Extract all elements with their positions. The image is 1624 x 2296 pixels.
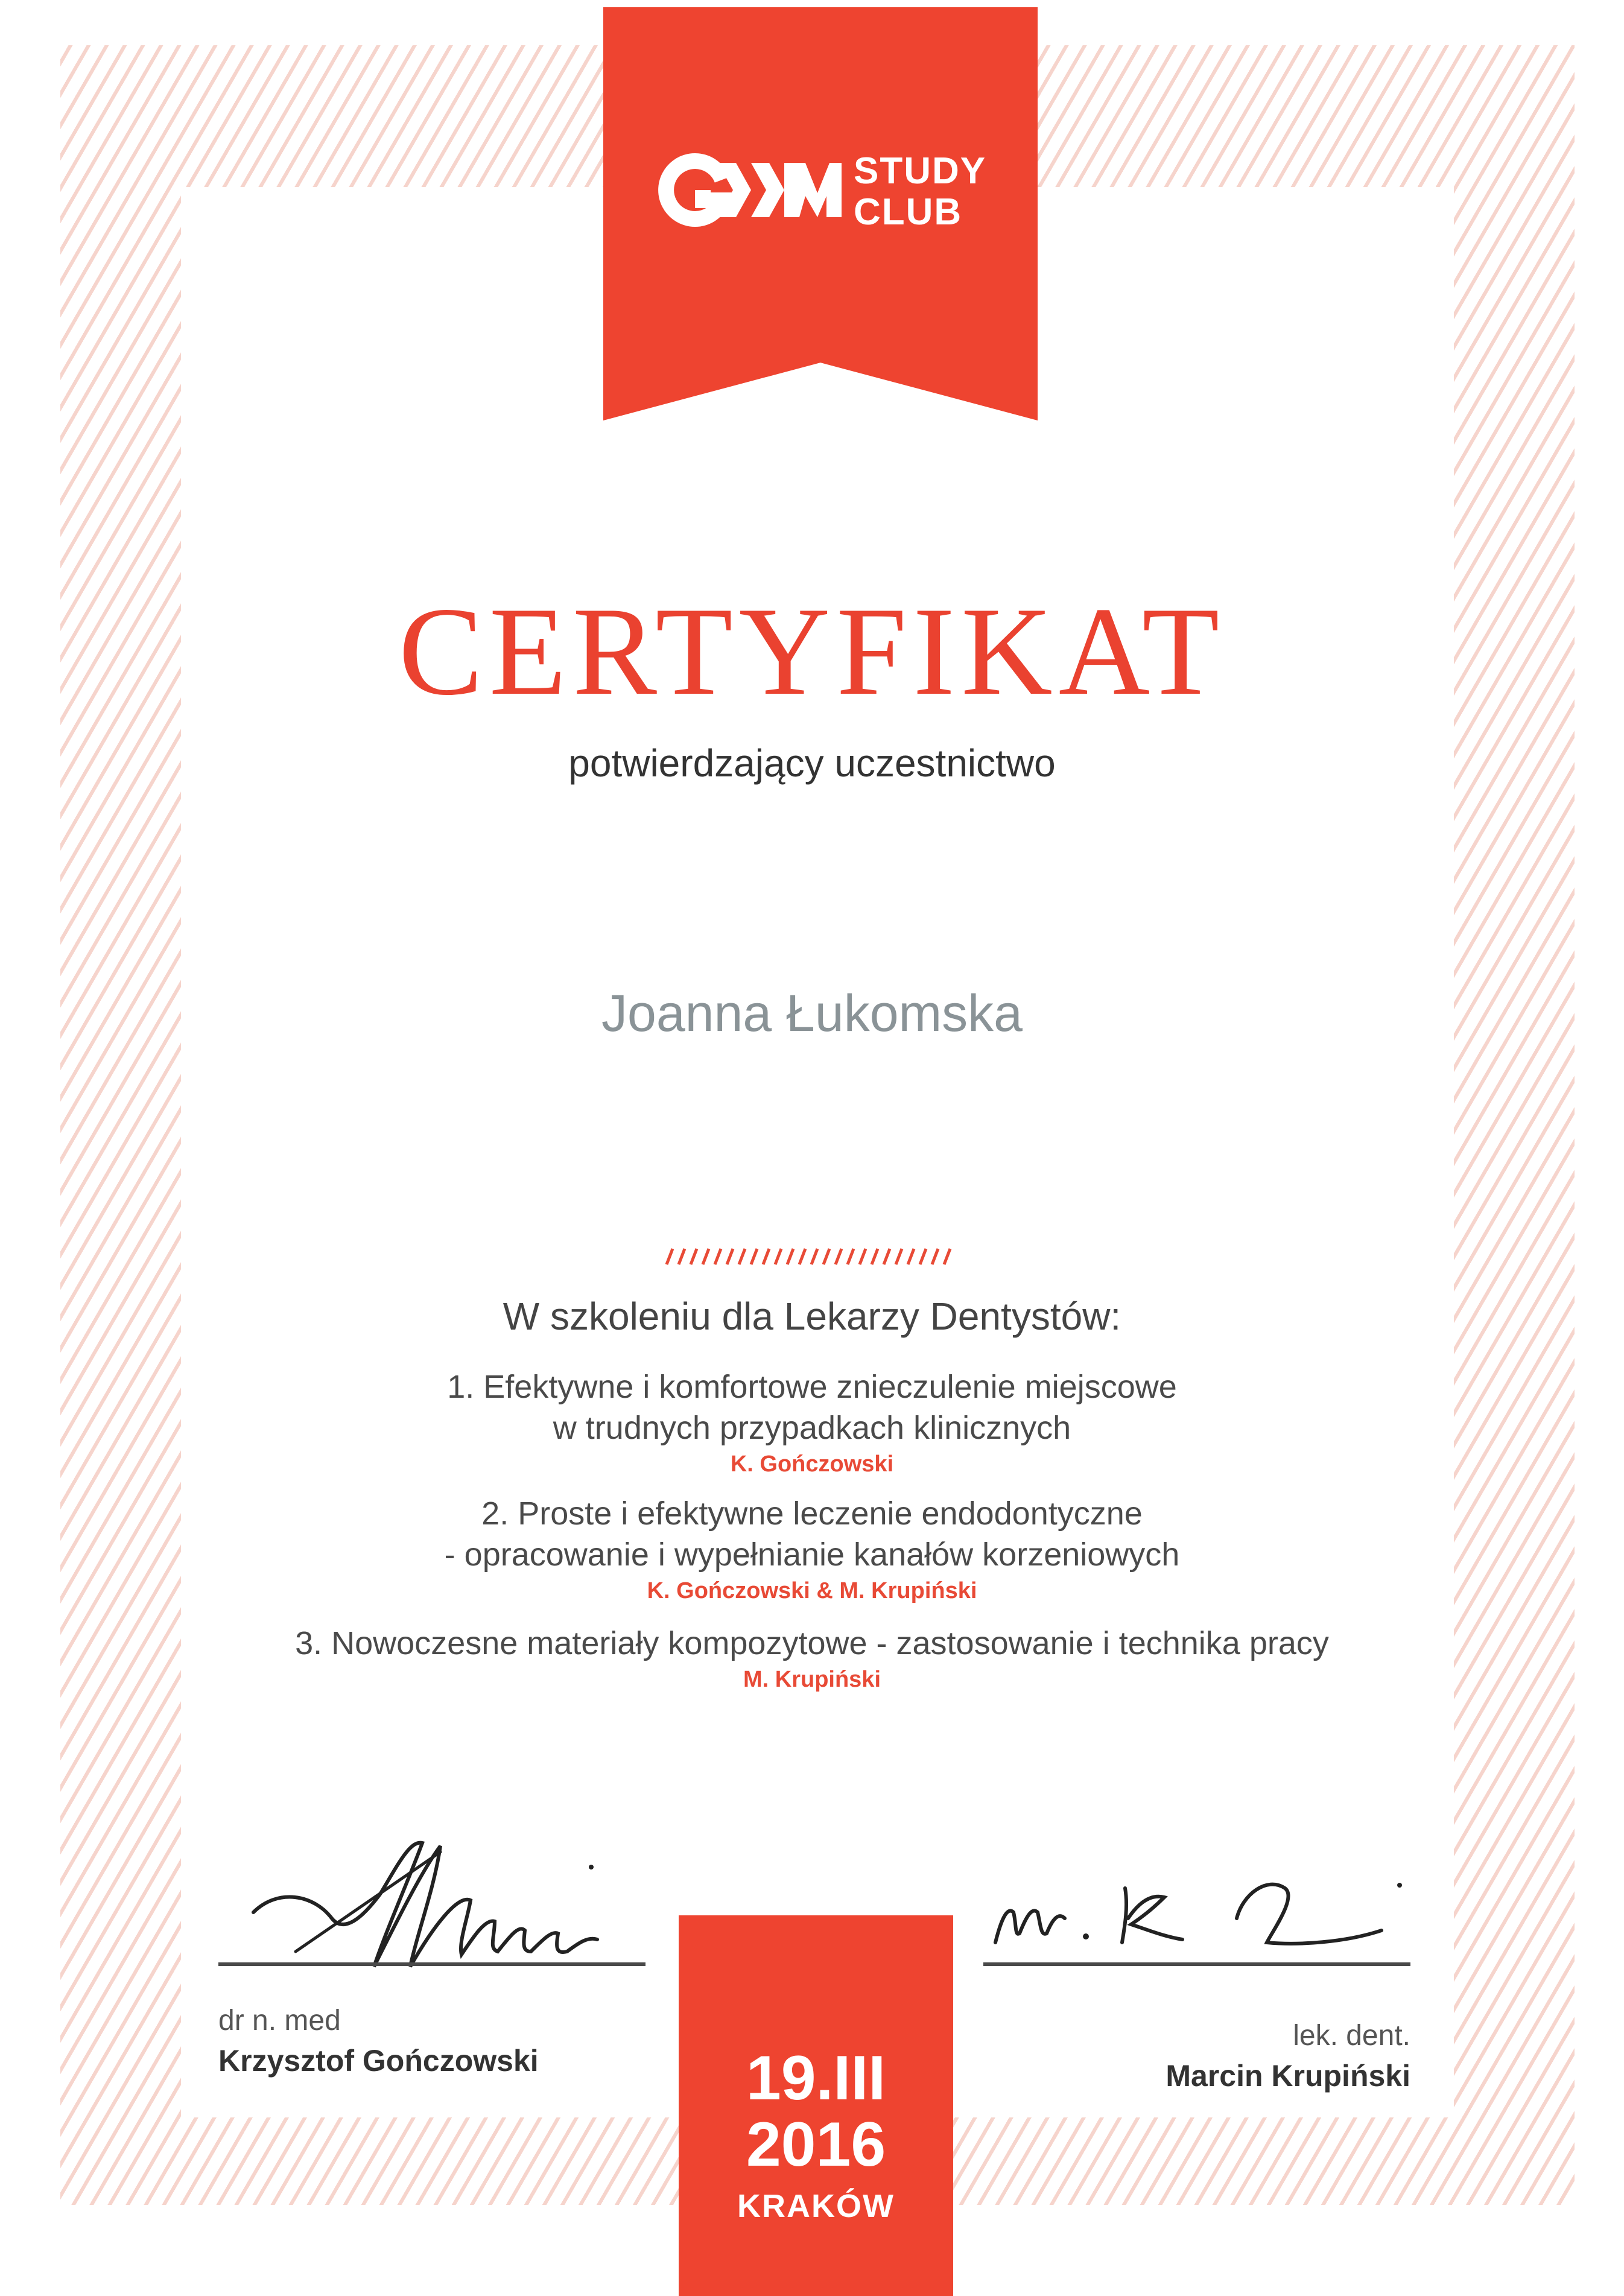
course-title-line: 1. Efektywne i komfortowe znieczulenie miejscowe: [447, 1369, 1177, 1405]
certificate-title: CERTYFIKAT: [398, 582, 1226, 721]
course-author: K. Gończowski: [730, 1451, 894, 1477]
course-title-line: 2. Proste i efektywne leczenie endodontyczne: [481, 1495, 1143, 1532]
left-signer-name: Krzysztof Gończowski: [218, 2044, 539, 2078]
event-city: KRAKÓW: [737, 2188, 895, 2224]
course-item: [0, 1366, 1624, 1480]
logo-line-club: CLUB: [854, 191, 963, 233]
gkm-logo-mark: [655, 145, 842, 235]
training-header: W szkoleniu dla Lekarzy Dentystów:: [503, 1295, 1121, 1338]
left-signature: [241, 1828, 627, 1979]
course-title-line: 3. Nowoczesne materiały kompozytowe - zastosowanie i technika pracy: [295, 1625, 1329, 1661]
event-date-day: 19.III: [746, 2043, 886, 2113]
course-author: M. Krupiński: [743, 1667, 881, 1692]
course-item: [0, 1493, 1624, 1606]
study-club-logo: [655, 145, 992, 241]
date-box: [679, 1915, 953, 2296]
course-title-line: w trudnych przypadkach klinicznych: [553, 1410, 1071, 1446]
left-signature-line: [218, 1962, 645, 1966]
left-signer-title: dr n. med: [218, 2005, 341, 2037]
event-date-year: 2016: [746, 2110, 886, 2180]
right-signer-title: lek. dent.: [1293, 2020, 1410, 2052]
hatched-divider: [664, 1248, 959, 1266]
right-signature: [983, 1858, 1418, 1967]
recipient-name: Joanna Łukomska: [601, 985, 1023, 1042]
course-title-line: - opracowanie i wypełnianie kanałów korzeniowych: [444, 1536, 1180, 1573]
logo-line-study: STUDY: [854, 150, 987, 192]
course-item: [0, 1623, 1624, 1695]
right-signature-line: [983, 1962, 1410, 1966]
logo-text: [854, 151, 986, 233]
certificate-subtitle: potwierdzający uczestnictwo: [568, 741, 1056, 785]
course-author: K. Gończowski & M. Krupiński: [647, 1578, 977, 1603]
right-signer-name: Marcin Krupiński: [1166, 2059, 1410, 2093]
